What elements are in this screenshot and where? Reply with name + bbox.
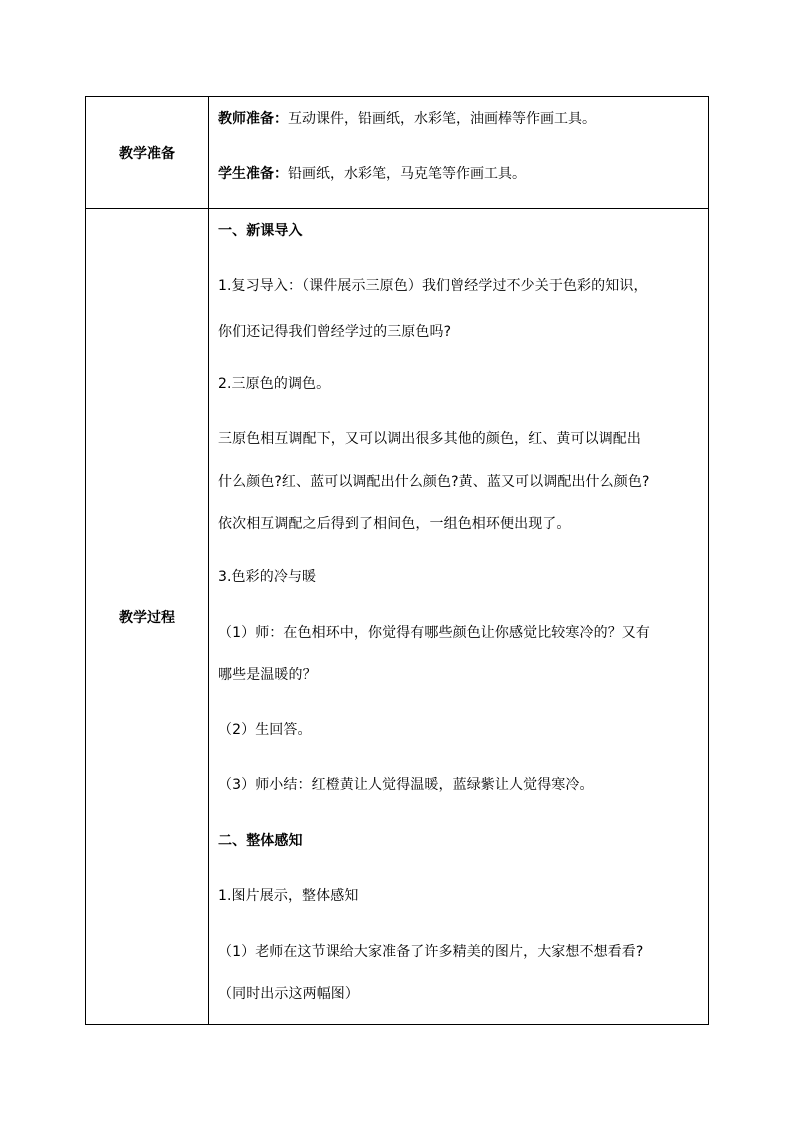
teacher-preparation xyxy=(218,109,596,129)
paragraph-line: 什么颜色?红、蓝可以调配出什么颜色?黄、蓝又可以调配出什么颜色? xyxy=(218,474,650,490)
paragraph-line: （同时出示这两幅图） xyxy=(218,986,359,1002)
table-row xyxy=(86,209,709,1025)
section-heading: 一、新课导入 xyxy=(218,223,303,239)
student-preparation-title: 学生准备： xyxy=(218,166,288,182)
preparation-cell xyxy=(209,97,709,209)
paragraph-line: 哪些是温暖的？ xyxy=(218,667,317,683)
paragraph-line: 1.复习导入：（课件展示三原色）我们曾经学过不少关于色彩的知识， xyxy=(218,278,648,294)
teacher-preparation-text: 互动课件，铅画纸，水彩笔，油画棒等作画工具。 xyxy=(288,111,596,127)
paragraph-line: 依次相互调配之后得到了相间色，一组色相环便出现了。 xyxy=(218,516,571,532)
lesson-plan-table xyxy=(85,96,709,1025)
table-row xyxy=(86,97,709,209)
row-label-preparation: 教学准备 xyxy=(86,97,209,209)
process-cell xyxy=(209,209,709,1025)
paragraph-line: （2）生回答。 xyxy=(218,722,312,738)
section-heading: 二、整体感知 xyxy=(218,833,303,849)
paragraph-line: 你们还记得我们曾经学过的三原色吗? xyxy=(218,324,452,340)
row-label-process: 教学过程 xyxy=(86,209,209,1025)
paragraph-line: 2.三原色的调色。 xyxy=(218,376,331,392)
teacher-preparation-title: 教师准备： xyxy=(218,111,288,127)
student-preparation-text: 铅画纸，水彩笔，马克笔等作画工具。 xyxy=(288,166,526,182)
paragraph-line: （3）师小结：红橙黄让人觉得温暖，蓝绿紫让人觉得寒冷。 xyxy=(218,777,594,793)
student-preparation xyxy=(218,164,526,184)
paragraph-line: 3.色彩的冷与暖 xyxy=(218,569,317,585)
paragraph-line: （1）师：在色相环中，你觉得有哪些颜色让你感觉比较寒冷的？又有 xyxy=(218,625,651,641)
paragraph-line: （1）老师在这节课给大家准备了许多精美的图片，大家想不想看看? xyxy=(218,944,644,960)
paragraph-line: 1.图片展示，整体感知 xyxy=(218,888,359,904)
paragraph-line: 三原色相互调配下，又可以调出很多其他的颜色，红、黄可以调配出 xyxy=(218,431,641,447)
